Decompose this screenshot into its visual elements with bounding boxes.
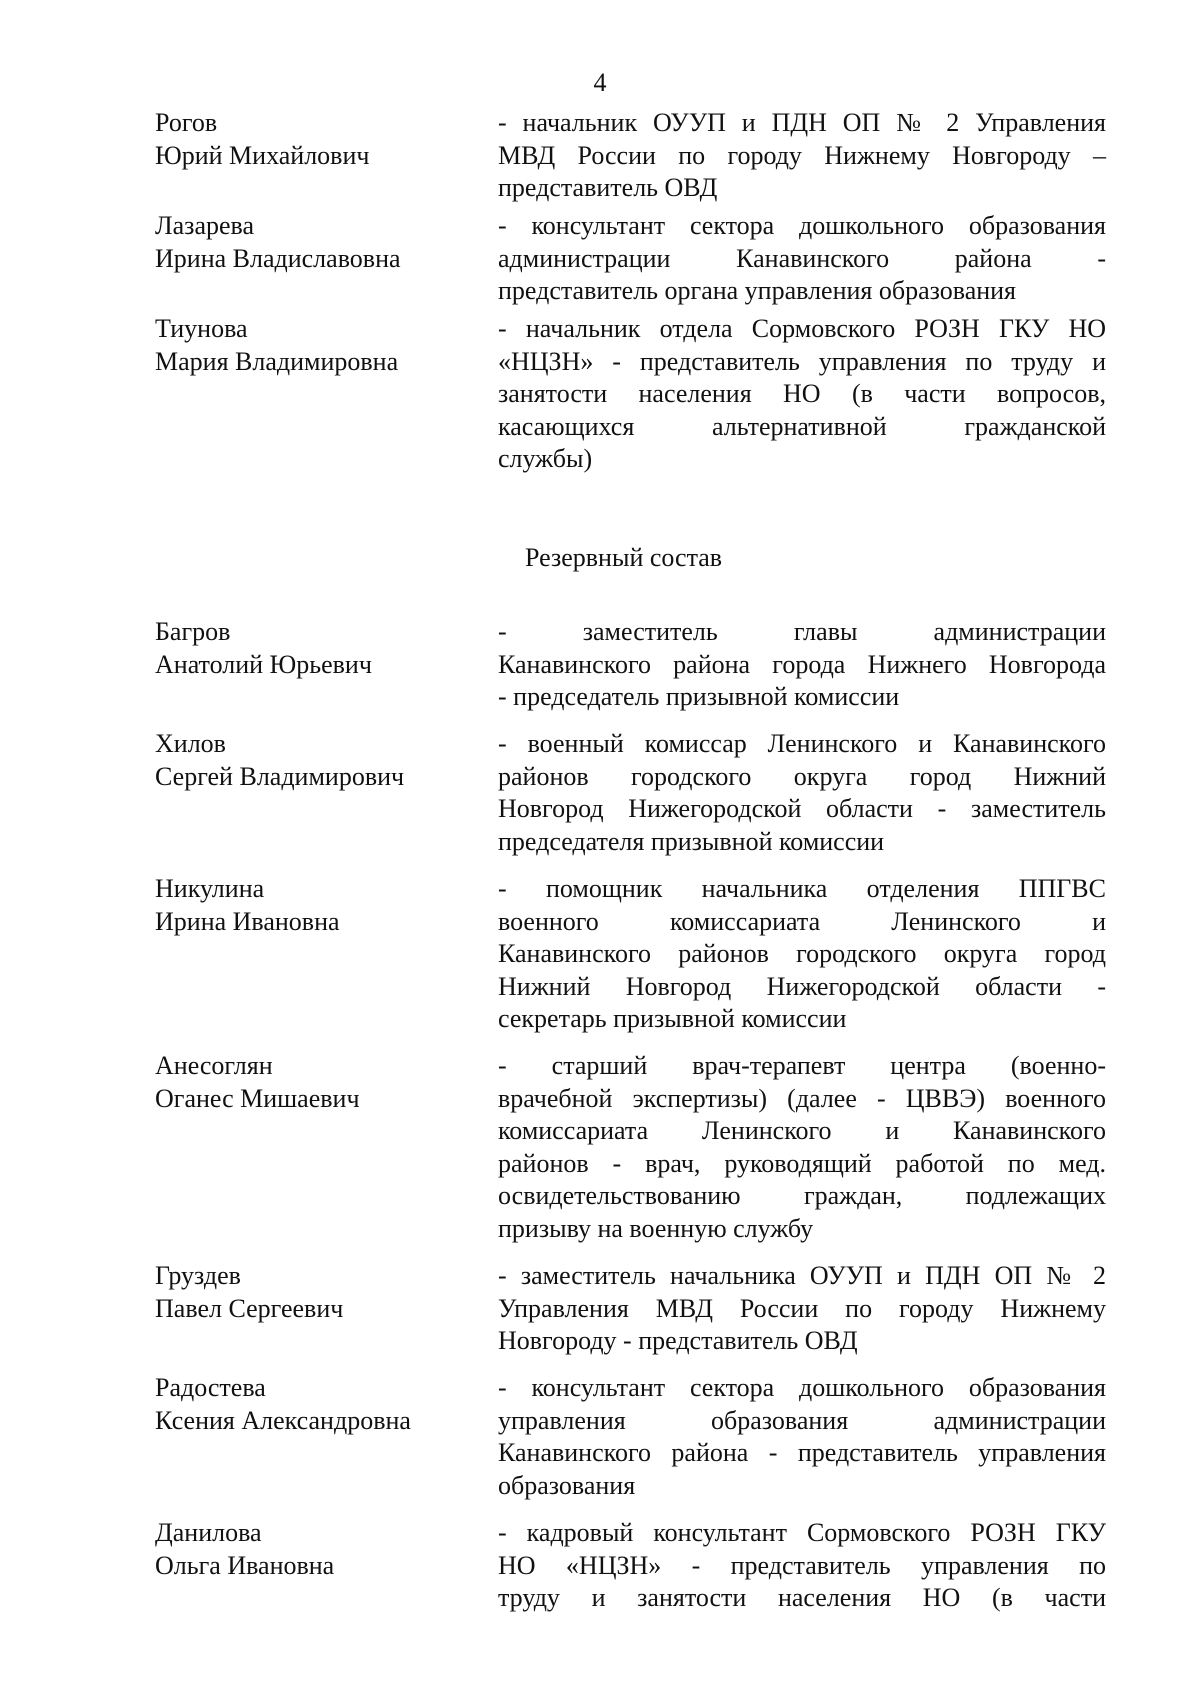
role-line: - начальник ОУУП и ПДН ОП № 2 Управления	[498, 108, 1106, 137]
role-line: районов - врач, руководящий работой по мед.	[498, 1148, 1106, 1178]
role-line: Управления МВД России по городу Нижнему	[498, 1293, 1106, 1323]
member-entry	[0, 1372, 1200, 1517]
role-line: врачебной экспертизы) (далее - ЦВВЭ) военного	[498, 1083, 1106, 1113]
role-line: - военный комиссар Ленинского и Канавинского	[498, 729, 1106, 758]
member-name	[155, 1260, 475, 1325]
member-role	[498, 728, 1106, 873]
role-line: МВД России по городу Нижнему Новгороду –	[498, 140, 1106, 170]
member-given-names: Сергей Владимирович	[155, 761, 405, 791]
member-given-names: Мария Владимировна	[155, 346, 399, 376]
member-role	[498, 1260, 1106, 1372]
role-line: - заместитель начальника ОУУП и ПДН ОП № 2	[498, 1261, 1106, 1290]
role-line: Канавинского района - представитель управления	[498, 1438, 1106, 1467]
role-line: касающихся альтернативной гражданской	[498, 411, 1106, 441]
member-entry	[0, 728, 1200, 873]
member-given-names: Ольга Ивановна	[155, 1550, 335, 1580]
main-members-list	[0, 107, 1200, 483]
member-name	[155, 107, 475, 172]
member-name	[155, 313, 475, 378]
role-line: Новгород Нижегородской области - заместитель	[498, 794, 1106, 823]
member-surname: Радостева	[155, 1373, 266, 1402]
member-entry	[0, 210, 1200, 313]
member-role	[498, 1517, 1106, 1617]
reserve-members-list	[0, 616, 1200, 1617]
role-line: управления образования администрации	[498, 1405, 1106, 1435]
member-name	[155, 1050, 475, 1115]
member-role	[498, 313, 1106, 483]
member-name	[155, 616, 475, 681]
member-surname: Хилов	[155, 729, 226, 758]
role-line: - консультант сектора дошкольного образования	[498, 1373, 1106, 1402]
member-role	[498, 1050, 1106, 1260]
role-line: - помощник начальника отделения ППГВС	[498, 874, 1106, 903]
member-role	[498, 616, 1106, 728]
member-surname: Данилова	[155, 1518, 262, 1547]
role-line: «НЦЗН» - представитель управления по труду и	[498, 346, 1106, 376]
role-line: - начальник отдела Сормовского РОЗН ГКУ НО	[498, 314, 1106, 343]
role-line: освидетельствованию граждан, подлежащих	[498, 1181, 1106, 1210]
role-line: труду и занятости населения НО (в части	[498, 1583, 1106, 1612]
role-line: районов городского округа город Нижний	[498, 761, 1106, 791]
member-surname: Груздев	[155, 1261, 241, 1290]
reserve-section-heading: Резервный состав	[525, 543, 723, 572]
role-line: Новгороду - представитель ОВД	[498, 1326, 858, 1355]
member-entry	[0, 1260, 1200, 1372]
member-surname: Лазарева	[155, 211, 254, 240]
member-entry	[0, 313, 1200, 483]
member-entry	[0, 107, 1200, 210]
role-line: НО «НЦЗН» - представитель управления по	[498, 1550, 1106, 1580]
member-given-names: Ирина Ивановна	[155, 906, 340, 936]
role-line: военного комиссариата Ленинского и	[498, 906, 1106, 936]
member-name	[155, 1517, 475, 1582]
page-number: 4	[593, 68, 607, 97]
role-line: представитель ОВД	[498, 173, 718, 202]
member-role	[498, 107, 1106, 210]
member-name	[155, 873, 475, 938]
role-line: службы)	[498, 444, 593, 473]
member-entry	[0, 873, 1200, 1050]
member-given-names: Ирина Владиславовна	[155, 243, 401, 273]
role-line: Нижний Новгород Нижегородской области -	[498, 971, 1106, 1001]
member-entry	[0, 1050, 1200, 1260]
member-surname: Никулина	[155, 874, 265, 903]
role-line: образования	[498, 1470, 636, 1500]
role-line: Канавинского района города Нижнего Новгорода	[498, 649, 1106, 679]
member-given-names: Павел Сергеевич	[155, 1293, 344, 1323]
member-name	[155, 1372, 475, 1437]
role-line: комиссариата Ленинского и Канавинского	[498, 1116, 1106, 1145]
member-given-names: Ксения Александровна	[155, 1405, 411, 1435]
role-line: занятости населения НО (в части вопросов,	[498, 379, 1106, 408]
role-line: секретарь призывной комиссии	[498, 1004, 847, 1033]
member-role	[498, 873, 1106, 1050]
role-line: - консультант сектора дошкольного образования	[498, 211, 1106, 240]
member-surname: Багров	[155, 617, 231, 646]
member-role	[498, 210, 1106, 313]
role-line: представитель органа управления образования	[498, 276, 1017, 305]
role-line: призыву на военную службу	[498, 1213, 814, 1243]
role-line: Канавинского районов городского округа город	[498, 939, 1106, 968]
role-line: - заместитель главы администрации	[498, 617, 1106, 646]
role-line: администрации Канавинского района -	[498, 243, 1106, 273]
role-line: председателя призывной комиссии	[498, 826, 885, 856]
member-given-names: Анатолий Юрьевич	[155, 649, 372, 679]
member-surname: Рогов	[155, 108, 218, 137]
member-given-names: Юрий Михайлович	[155, 140, 370, 170]
member-role	[498, 1372, 1106, 1517]
role-line: - председатель призывной комиссии	[498, 682, 900, 711]
member-entry	[0, 1517, 1200, 1617]
member-entry	[0, 616, 1200, 728]
member-surname: Тиунова	[155, 314, 248, 343]
member-surname: Анесоглян	[155, 1051, 273, 1080]
member-name	[155, 728, 475, 793]
member-given-names: Оганес Мишаевич	[155, 1083, 360, 1113]
role-line: - кадровый консультант Сормовского РОЗН ГКУ	[498, 1518, 1106, 1547]
member-name	[155, 210, 475, 275]
role-line: - старший врач-терапевт центра (военно-	[498, 1051, 1106, 1080]
